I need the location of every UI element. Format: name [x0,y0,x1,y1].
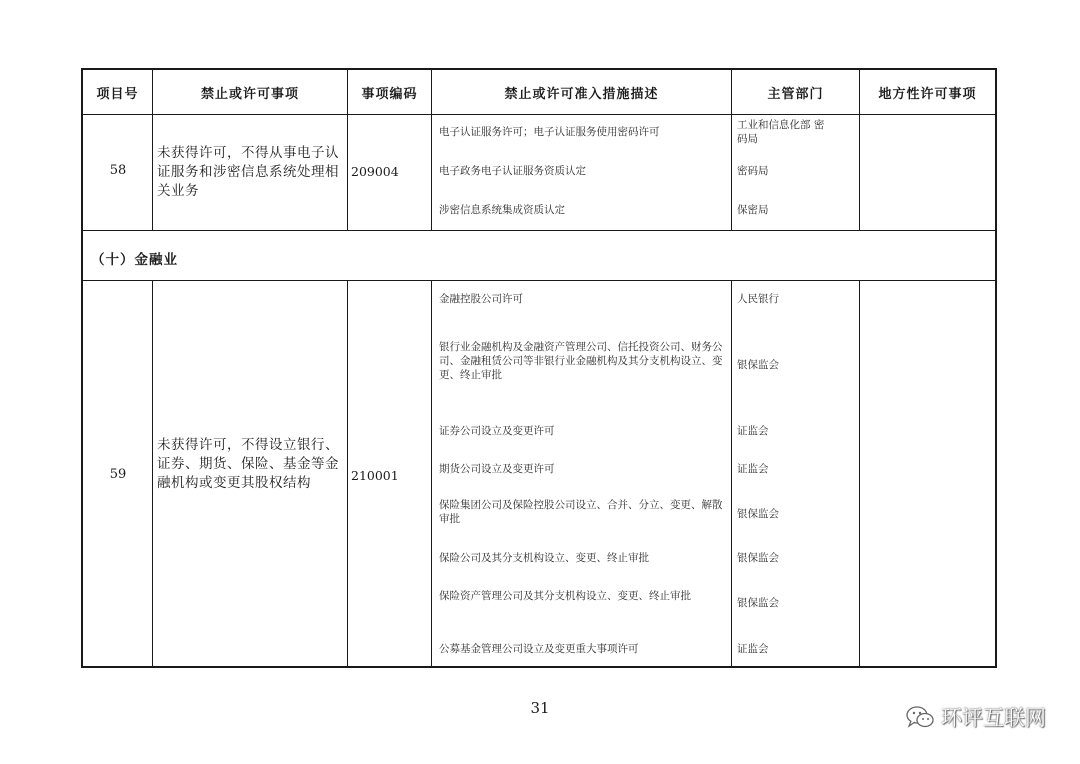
header-local-permit: 地方性许可事项 [878,86,977,102]
row-59-item: 未获得许可，不得设立银行、证券、期货、保险、基金等金融机构或变更其股权结构 [157,437,339,491]
row-59-measure-dept: 人民银行 [737,293,779,305]
row-59-measure-dept: 银保监会 [737,597,779,609]
row-59-measure-dept: 银保监会 [737,552,779,564]
row-59-measure-desc: 期货公司设立及变更许可 [439,463,555,475]
row-58-number: 58 [109,163,127,178]
watermark-text: 环评互联网 [941,706,1046,730]
row-59-measure-desc: 保险公司及其分支机构设立、变更、终止审批 [439,552,649,564]
row-58-measure-dept: 保密局 [737,204,769,216]
page-number: 31 [530,699,550,717]
row-59-measure-dept: 银保监会 [737,359,779,371]
watermark [905,702,1046,732]
row-59-measure-desc: 公募基金管理公司设立及变更重大事项许可 [439,643,639,655]
row-58-code: 209004 [351,164,399,179]
row-59-measure-dept: 证监会 [737,643,769,655]
wechat-icon [905,704,935,730]
header-item-no: 项目号 [96,86,139,102]
permit-table [81,68,997,668]
row-59-measure-dept: 银保监会 [737,508,779,520]
row-59-code: 210001 [351,468,399,483]
section-title-finance: （十）金融业 [91,252,178,268]
header-item: 禁止或许可事项 [200,86,299,102]
header-department: 主管部门 [767,86,824,102]
header-code: 事项编码 [361,86,418,102]
row-59-measure-desc: 金融控股公司许可 [439,293,523,305]
row-59-measure-dept: 证监会 [737,425,769,437]
row-58-measure-desc: 电子政务电子认证服务资质认定 [439,165,586,177]
row-58-measure-desc: 涉密信息系统集成资质认定 [439,204,565,216]
row-58-measure-dept: 工业和信息化部 密码局 [737,119,825,145]
row-59-measure-dept: 证监会 [737,463,769,475]
header-measures: 禁止或许可准入措施描述 [504,86,659,102]
row-58-measure-desc: 电子认证服务许可；电子认证服务使用密码许可 [439,126,660,138]
row-59-measure-desc: 证券公司设立及变更许可 [439,425,555,437]
row-58-item: 未获得许可，不得从事电子认证服务和涉密信息系统处理相关业务 [157,145,339,199]
row-59-measure-desc: 保险集团公司及保险控股公司设立、合并、分立、变更、解散审批 [439,499,723,525]
row-58-measure-dept: 密码局 [737,165,769,177]
row-59-number: 59 [109,467,127,482]
row-59-measure-desc: 银行业金融机构及金融资产管理公司、信托投资公司、财务公司、金融租赁公司等非银行业金融机构及其分支机构设立、变更、终止审批 [439,341,723,381]
row-59-measure-desc: 保险资产管理公司及其分支机构设立、变更、终止审批 [439,590,691,602]
